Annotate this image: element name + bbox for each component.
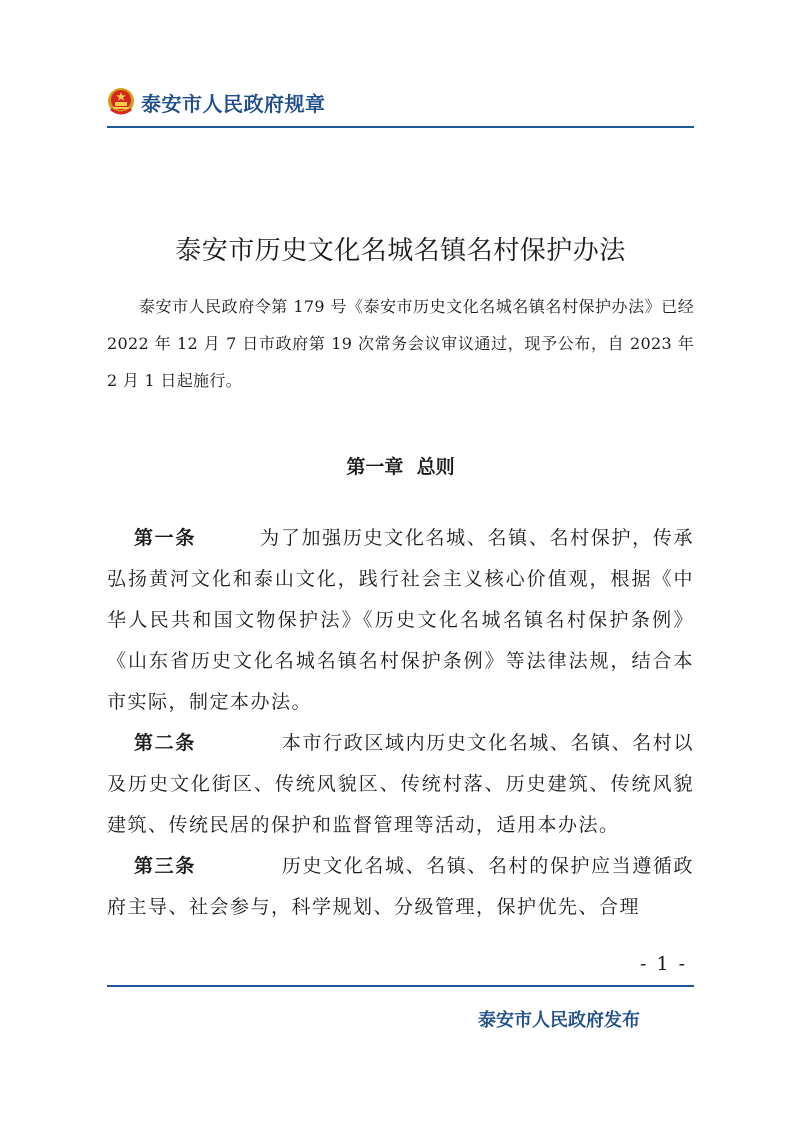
header-divider [107, 126, 694, 128]
article-body: 历史文化名城、名镇、名村的保护应当遵循政府主导、社会参与，科学规划、分级管理，保护优先、合理 [107, 855, 694, 918]
article-2 [107, 723, 694, 846]
article-body: 为了加强历史文化名城、名镇、名村保护，传承弘扬黄河文化和泰山文化，践行社会主义核心价值观，根据《中华人民共和国文物保护法》《历史文化名城名镇名村保护条例》《山东省历史文化名城名镇名村保护条例》等法律法规，结合本市实际，制定本办法。 [107, 527, 694, 713]
articles-section [107, 518, 694, 928]
header-title: 泰安市人民政府规章 [141, 91, 326, 116]
article-3 [107, 846, 694, 928]
article-1 [107, 518, 694, 723]
document-header [107, 84, 326, 120]
article-heading: 第二条 [134, 732, 196, 754]
promulgation-text: 泰安市人民政府令第 179 号《泰安市历史文化名城名镇名村保护办法》已经 2022 年 12 月 7 日市政府第 19 次常务会议审议通过，现予公布，自 2023 年 2 月 1 日起施行。 [107, 297, 694, 390]
article-body: 本市行政区域内历史文化名城、名镇、名村以及历史文化街区、传统风貌区、传统村落、历史建筑、传统风貌建筑、传统民居的保护和监督管理等活动，适用本办法。 [107, 732, 694, 836]
chapter-heading: 第一章 总则 [346, 456, 455, 478]
article-heading: 第三条 [134, 855, 196, 877]
national-emblem-icon [107, 87, 135, 117]
footer-divider [107, 985, 694, 987]
document-title: 泰安市历史文化名城名镇名村保护办法 [175, 236, 626, 266]
footer-publisher: 泰安市人民政府发布 [478, 1010, 640, 1031]
page-number: - 1 - [640, 953, 688, 975]
article-heading: 第一条 [134, 527, 196, 549]
